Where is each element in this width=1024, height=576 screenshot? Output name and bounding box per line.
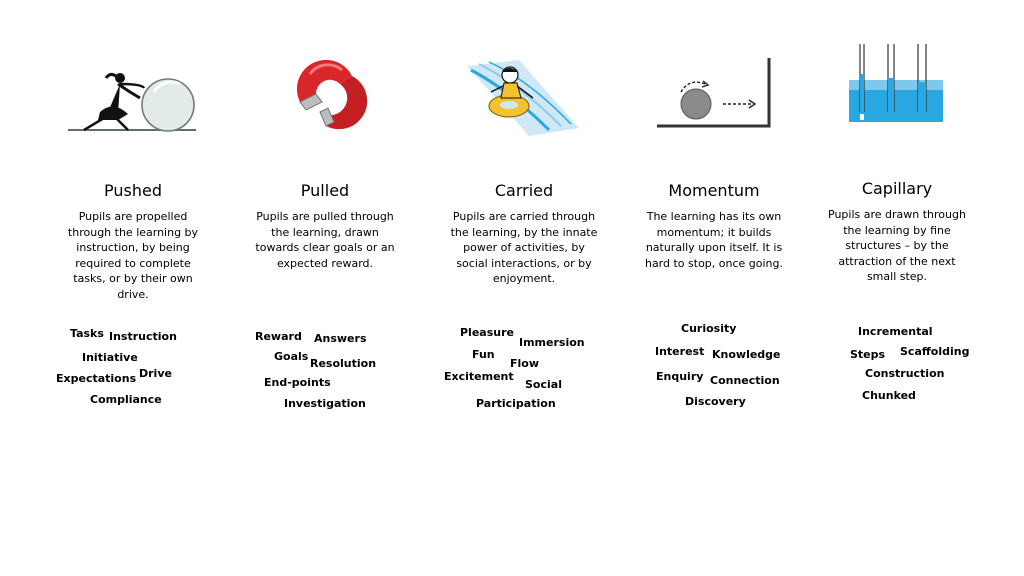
column-title: Capillary xyxy=(861,179,933,198)
keyword: Pleasure xyxy=(460,326,514,339)
keyword: Social xyxy=(525,378,562,391)
keyword: Steps xyxy=(850,348,886,361)
column-description: Pupils are pulled through the learning, drawn towards clear goals or an expected reward. xyxy=(255,210,395,270)
keyword: Chunked xyxy=(862,389,916,402)
keyword-cloud xyxy=(822,0,972,576)
column-title: Carried xyxy=(494,181,554,200)
keyword: End-points xyxy=(264,376,331,389)
column-description: The learning has its own momentum; it builds naturally upon itself. It is hard to stop, once going. xyxy=(644,210,784,270)
keyword: Knowledge xyxy=(712,348,781,361)
keyword-cloud xyxy=(639,0,789,576)
keyword: Expectations xyxy=(56,372,137,385)
keyword: Answers xyxy=(314,332,367,345)
keyword: Participation xyxy=(476,397,556,410)
keyword-cloud xyxy=(58,0,208,576)
keyword: Incremental xyxy=(858,325,933,338)
keyword: Tasks xyxy=(70,327,104,340)
column-carried xyxy=(444,0,599,576)
column-description: Pupils are carried through the learning, by the innate power of activities, by social interactions, or by enjoyment. xyxy=(450,210,598,285)
keyword: Instruction xyxy=(109,330,177,343)
column-description: Pupils are drawn through the learning by fine structures – by the attraction of the next small step. xyxy=(828,208,966,283)
column-title: Momentum xyxy=(668,181,760,200)
column-pulled xyxy=(250,0,400,576)
keyword: Goals xyxy=(274,350,309,363)
keyword: Curiosity xyxy=(681,322,737,335)
keyword: Excitement xyxy=(444,370,514,383)
keyword: Fun xyxy=(472,348,495,361)
keyword: Interest xyxy=(655,345,705,358)
column-title: Pulled xyxy=(300,181,350,200)
keyword: Enquiry xyxy=(656,370,704,383)
keyword-cloud xyxy=(250,0,400,576)
keyword: Immersion xyxy=(519,336,585,349)
column-title: Pushed xyxy=(104,181,162,200)
keyword: Discovery xyxy=(685,395,746,408)
column-momentum xyxy=(639,0,789,576)
keyword: Construction xyxy=(865,367,945,380)
keyword: Initiative xyxy=(82,351,138,364)
keyword: Resolution xyxy=(310,357,377,370)
keyword: Connection xyxy=(710,374,780,387)
keyword: Drive xyxy=(139,367,172,380)
keyword-cloud xyxy=(444,0,599,576)
column-capillary xyxy=(822,0,972,576)
column-description: Pupils are propelled through the learning by instruction, by being required to complete tasks, or by their own drive. xyxy=(67,210,199,301)
column-pushed xyxy=(58,0,208,576)
keyword: Flow xyxy=(510,357,540,370)
keyword: Reward xyxy=(255,330,302,343)
keyword: Investigation xyxy=(284,397,366,410)
keyword: Scaffolding xyxy=(900,345,970,358)
keyword: Compliance xyxy=(90,393,162,406)
